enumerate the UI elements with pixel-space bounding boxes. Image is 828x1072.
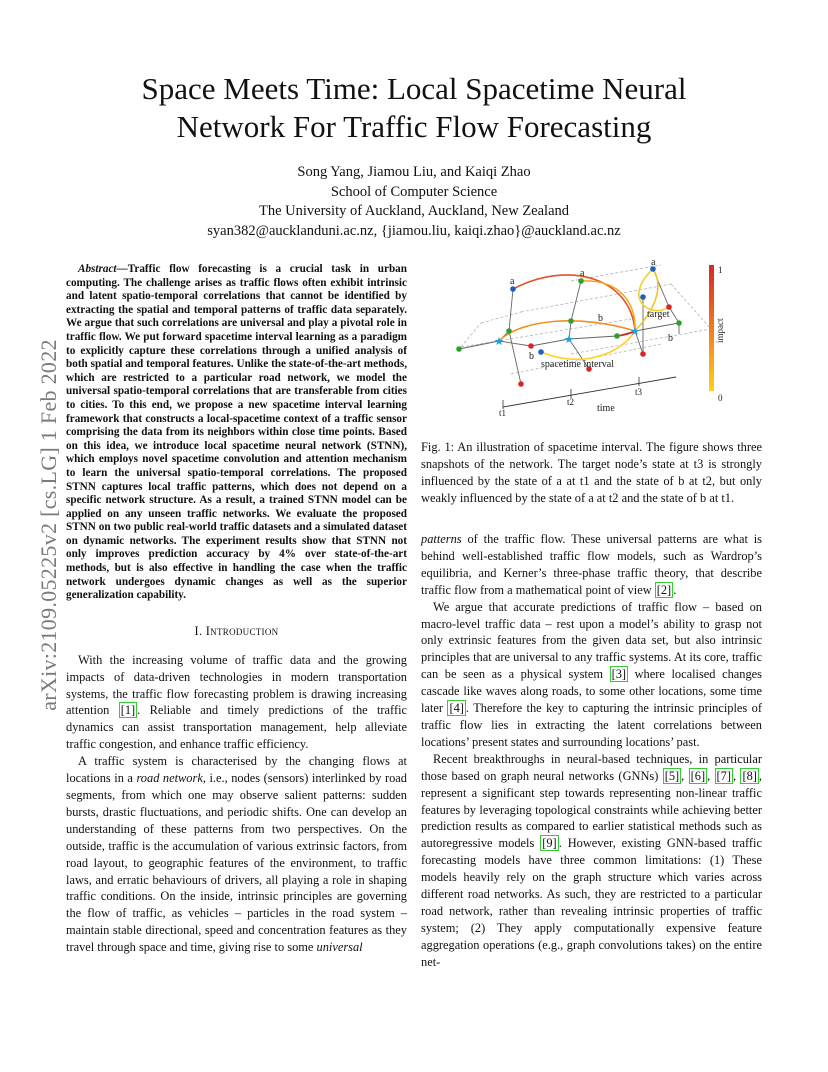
title-line-1: Space Meets Time: Local Spacetime Neural (141, 71, 687, 106)
label-b-t3: b (668, 333, 673, 344)
intro-r3-text: Recent breakthroughs in neural-based techniques, in particular those based on graph neural networks (GNNs) (421, 751, 762, 783)
section-heading-introduction: I. Introduction (194, 623, 279, 638)
citation-separator: , (707, 768, 715, 783)
author-block (120, 163, 708, 241)
intro-paragraph-2-cont (421, 531, 762, 599)
author-emails: syan382@aucklanduni.ac.nz, {jiamou.liu, kaiqi.zhao}@auckland.ac.nz (207, 222, 621, 239)
label-time: time (597, 403, 615, 414)
author-names: Song Yang, Jiamou Liu, and Kaiqi Zhao (297, 164, 531, 180)
emphasis-road-network: road network (136, 771, 203, 786)
right-column (421, 531, 762, 971)
abstract (66, 263, 407, 603)
impact-colorbar (709, 265, 714, 391)
paper-title (60, 70, 768, 146)
citation-link[interactable]: [3] (611, 667, 627, 682)
citation-link[interactable]: [6] (690, 768, 706, 783)
label-t2: t2 (567, 397, 575, 407)
time-axis (503, 377, 676, 409)
label-t3: t3 (635, 387, 643, 397)
colorbar-title-impact: impact (715, 318, 725, 343)
label-a-t3: a (651, 259, 656, 268)
intro-p2-text: A traffic system is characterised by the changing flows at locations in a (66, 754, 407, 786)
citation-link[interactable]: [1] (120, 703, 136, 718)
figure-caption-text: An illustration of spacetime interval. The figure shows three snapshots of the network. The target node’s state at t3 is strongly influenced by the state of a at t1 and the state of b at t2, but only weakly influenced by the state of a at t2 and the state of b at t1. (421, 440, 762, 505)
abstract-text: —Traffic flow forecasting is a crucial task in urban computing. The challenge arises as traffic flows often exhibit intrinsic and latent spatio-temporal correlations that cannot be identified by extracting the spatial and temporal patterns of traffic data separately. We argue that such correlations are universal and play a pivotal role in traffic flow. We put forward spacetime interval learning as a paradigm to explicitly capture these correlations through a unified analysis of both spatial and temporal features. Unlike the state-of-the-art methods, which are restricted to a particular road network, we model the universal spatio-temporal correlations that are transferable from cities to cities. To this end, we propose a new spacetime interval learning framework that constructs a local-spacetime context of a traffic sensor comprising the data from its neighbors within close time points. Based on this idea, we introduce local spacetime neural network (STNN), which employs novel spacetime convolution and attention mechanism to learn the universal spatio-temporal correlations. The proposed STNN captures local traffic patterns, which does not depend on a specific network structure. As a result, a trained STNN model can be applied on any unseen traffic networks. We evaluate the proposed STNN on two public real-world traffic datasets and a simulated dataset on dynamic networks. The experiment results show that STNN not only improves prediction accuracy by 4% over state-of-the-art methods, but is also effective in handling the case when the traffic network undergoes dynamic changes as well as the superior generalization capability. (66, 263, 407, 602)
label-a-t1: a (510, 276, 515, 287)
intro-r1-text-end: . (673, 582, 677, 597)
title-line-2: Network For Traffic Flow Forecasting (176, 109, 652, 144)
colorbar-label-high: 1 (718, 265, 723, 275)
label-b-t2: b (598, 313, 603, 324)
citation-separator: , (732, 768, 741, 783)
intro-paragraph-1 (66, 652, 407, 753)
label-spacetime-interval: spacetime interval (541, 359, 615, 370)
intro-p2-text-cont: , i.e., nodes (sensors) interlinked by road segments, from which one may observe salient patterns: sudden bursts, drastic fluctuations, and periodic shifts. One can develop an understanding of these patterns from two perspectives. On the outside, traffic is the accumulation of various extrinsic factors, from road layout, to geographic features of the environment, to traffic laws, and erratic behaviours of drivers, all playing a role in shaping traffic conditions. On the inside, intrinsic principles are governing the flow of traffic, as vehicles – particles in the road system – maintain stable directional, speed and concentration features as they travel through space and time, giving rise to some (66, 771, 407, 955)
intro-r2-text: We argue that accurate predictions of traffic flow – based on macro-level traffic data – rest upon a model’s ability to grasp not only extrinsic features from the given data set, but also intrinsic principles that are universal to any traffic systems. At its core, traffic can be seen as a physical system (421, 599, 762, 682)
citation-link[interactable]: [5] (664, 768, 680, 783)
affiliation-university: The University of Auckland, Auckland, New Zealand (258, 203, 570, 219)
arxiv-identifier: arXiv:2109.05225v2 [cs.LG] 1 Feb 2022 (36, 339, 61, 711)
citation-link[interactable]: [7] (716, 768, 731, 783)
intro-paragraph-3 (421, 599, 762, 751)
citation-link[interactable]: [8] (742, 768, 757, 783)
abstract-label: Abstract (78, 263, 117, 275)
emphasis-patterns: patterns (421, 532, 462, 546)
intro-p1-text: With the increasing volume of traffic data and the growing impacts of data-driven technologies in modern transportation systems, the traffic flow forecasting problem is drawing increasing attention (66, 652, 407, 718)
emphasis-universal: universal (316, 940, 363, 955)
intro-r2-text-cont: where localised changes cascade like waves along roads, to some other locations, some time later (421, 667, 762, 716)
label-t1: t1 (499, 408, 507, 418)
colorbar-label-low: 0 (718, 393, 723, 403)
intro-paragraph-2 (66, 753, 407, 956)
intro-r3-text-cont: , represent a significant step towards representing non-linear traffic features by leveraging topological constraints while achieving better prediction results as compared to earlier statistical methods such as autoregressive models (421, 768, 762, 851)
intro-p1-text-cont: . Reliable and timely predictions of the traffic dynamics can assist transportation management, help alleviate traffic congestion, and enhance traffic efficiency. (66, 703, 408, 752)
citation-link[interactable]: [9] (542, 836, 557, 851)
arxiv-sidebar (36, 295, 62, 755)
left-column (66, 263, 407, 956)
citation-separator: , (681, 768, 689, 783)
label-target: target (647, 309, 670, 320)
figure-1-spacetime-diagram (421, 259, 762, 423)
affiliation-school: School of Computer Science (330, 183, 498, 200)
figure-1-caption (421, 439, 762, 507)
intro-paragraph-4 (421, 751, 762, 971)
label-a-t2: a (580, 268, 585, 279)
label-b-t1: b (529, 351, 534, 362)
intro-r2-text-end: . Therefore the key to capturing the intrinsic principles of traffic flow lies in extracting the latent correlations between locations’ present states and surrounding locations’ past. (421, 701, 763, 749)
citation-link[interactable]: [2] (656, 582, 672, 597)
influence-curves (499, 269, 669, 359)
intro-r1-text: of the traffic flow. These universal patterns are what is behind well-established traffic flow models, such as Wardrop’s equilibria, and Kerner’s three-phase traffic theory, that describe traffic flow from a mathematical point of view (421, 532, 762, 597)
intro-r3-text-end: . However, existing GNN-based traffic forecasting models have three common limitations: (1) These models heavily rely on the graph structure which varies across different road networks. As such, they are restricted to a particular road network, rather than revealing intrinsic properties of traffic system; (2) They apply computationally expensive feature aggregation operations (e.g., graph convolutions takes) on the entire net- (421, 836, 762, 969)
citation-link[interactable]: [4] (449, 701, 464, 716)
figure-caption-label: Fig. 1: (421, 440, 458, 454)
